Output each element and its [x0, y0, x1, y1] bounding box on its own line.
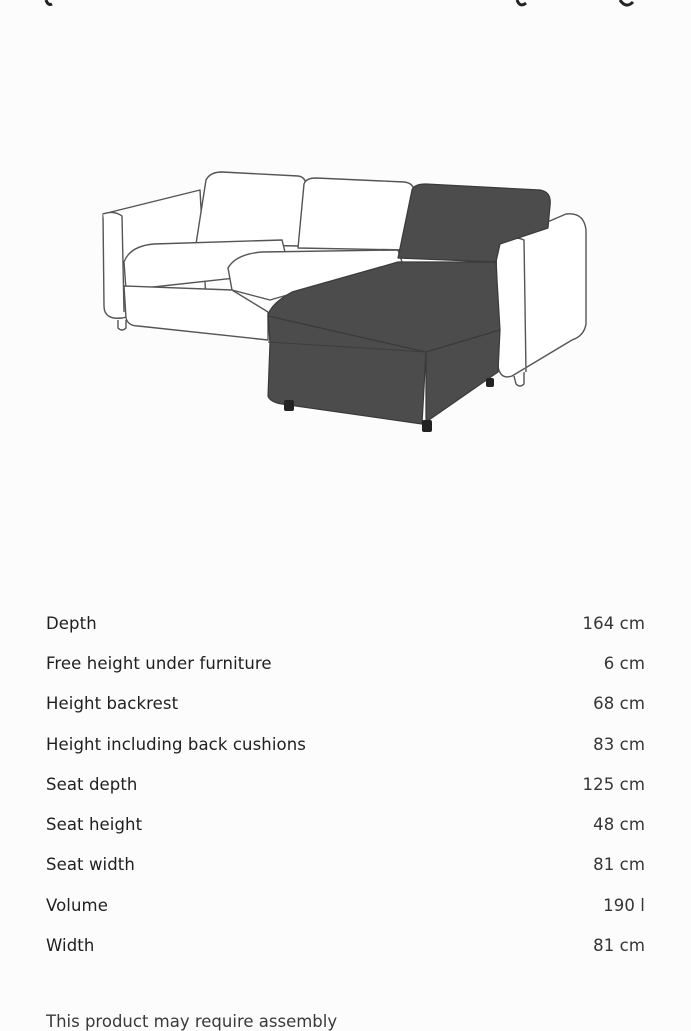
product-illustration: [0, 160, 691, 450]
measurement-value: 81 cm: [593, 936, 645, 956]
measurement-row-width: [46, 925, 645, 965]
measurement-label: Depth: [46, 613, 97, 633]
measurement-label: Seat width: [46, 855, 135, 875]
measurement-value: 164 cm: [582, 613, 645, 633]
measurement-row-depth: [46, 603, 645, 643]
assembly-note: This product may require assembly: [46, 1012, 338, 1031]
measurement-row-seat-depth: [46, 764, 645, 804]
measurement-value: 48 cm: [593, 815, 645, 835]
measurement-row-height-cushions: [46, 724, 645, 764]
measurement-value: 83 cm: [593, 734, 645, 754]
measurement-label: Height backrest: [46, 694, 179, 714]
measurement-label: Volume: [46, 895, 108, 915]
measurement-value: 6 cm: [603, 653, 645, 673]
cropped-header-remnant: [0, 0, 691, 12]
measurement-label: Seat depth: [46, 774, 138, 794]
measurement-label: Height including back cushions: [46, 734, 306, 754]
measurement-label: Seat height: [46, 815, 143, 835]
measurement-value: 125 cm: [582, 774, 645, 794]
measurements-list: [46, 603, 645, 966]
measurement-row-seat-width: [46, 845, 645, 885]
measurement-row-free-height: [46, 643, 645, 683]
measurement-value: 68 cm: [593, 694, 645, 714]
measurement-value: 190 l: [603, 895, 645, 915]
measurement-row-volume: [46, 885, 645, 925]
measurement-row-seat-height: [46, 804, 645, 844]
measurement-row-height-backrest: [46, 684, 645, 724]
measurement-label: Free height under furniture: [46, 653, 272, 673]
measurement-label: Width: [46, 936, 95, 956]
sofa-chaise-longue-icon: [0, 160, 691, 450]
measurement-value: 81 cm: [593, 855, 645, 875]
